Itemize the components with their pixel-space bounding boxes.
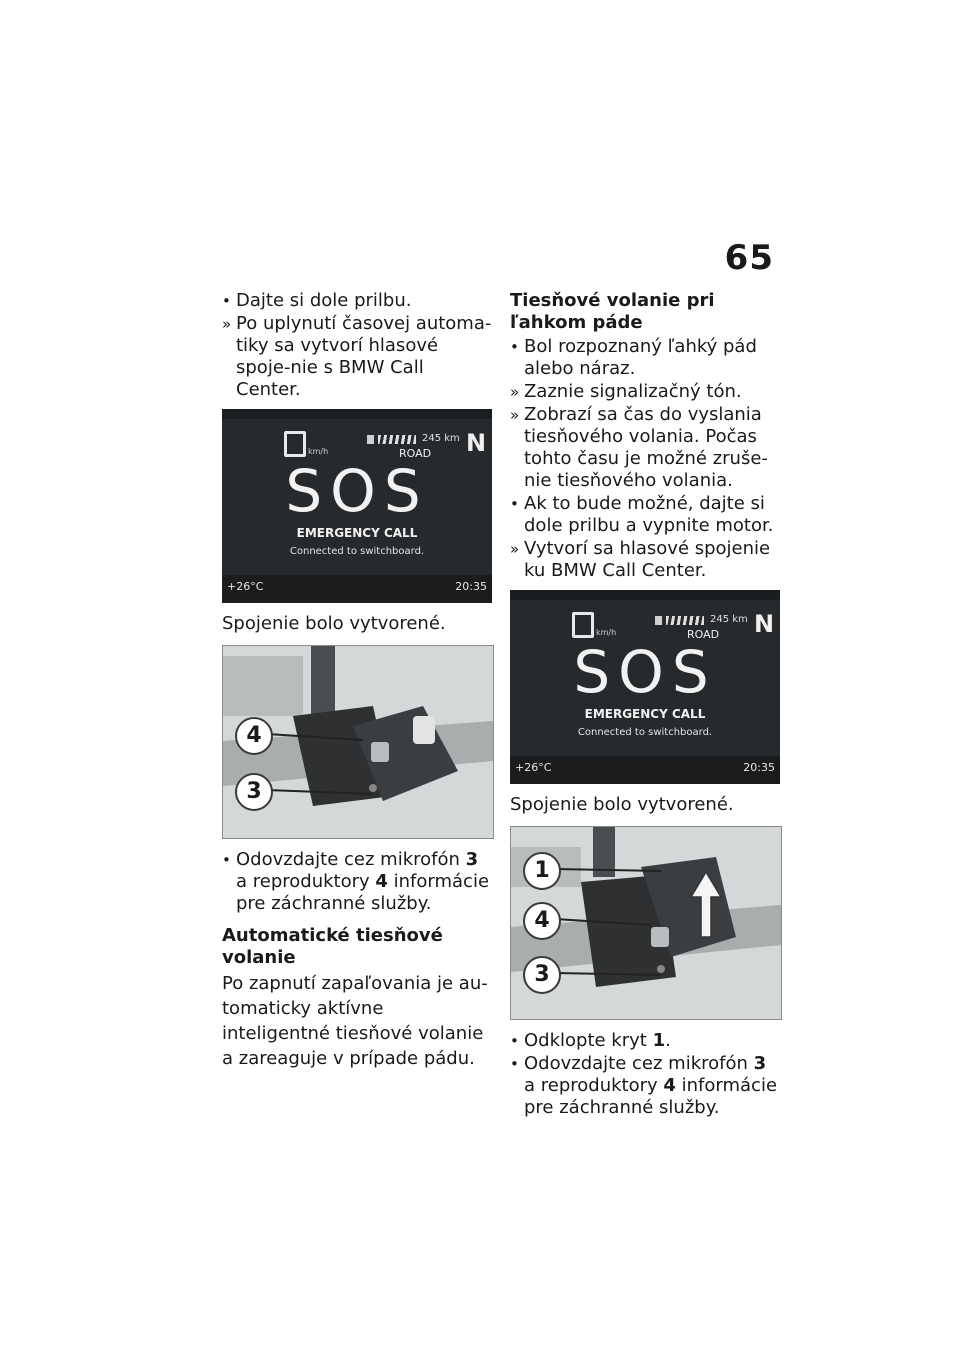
result-marker: » <box>510 540 520 558</box>
bullet-marker: • <box>510 495 519 513</box>
list-item <box>510 538 782 582</box>
sos-display-figure <box>510 590 780 784</box>
speed-unit: km/h <box>308 447 329 456</box>
text-segment: a reproduktory <box>236 871 376 892</box>
display-top-band <box>510 590 780 600</box>
sos-title: SOS <box>573 638 717 706</box>
ref-number: 3 <box>465 849 479 870</box>
handlebar-switch-photo <box>222 645 494 839</box>
callout-3: 3 <box>235 773 273 811</box>
bullet-marker: • <box>510 338 519 356</box>
riding-mode: ROAD <box>687 628 720 641</box>
page-number: 65 <box>724 238 774 278</box>
display-top-band <box>222 409 492 419</box>
connection-status: Connected to switchboard. <box>577 727 713 738</box>
bullet-marker: • <box>510 1032 519 1050</box>
step-text: Vytvorí sa hlasové spojenie ku BMW Call Center. <box>524 538 771 581</box>
bullet-marker: • <box>222 292 231 310</box>
callout-4: 4 <box>523 902 561 940</box>
sos-title: SOS <box>285 457 429 525</box>
clock-readout: 20:35 <box>455 580 487 593</box>
ref-number: 4 <box>375 871 388 892</box>
bullet-marker: • <box>510 1055 519 1073</box>
list-item <box>510 404 782 492</box>
figure-caption: Spojenie bolo vytvorené. <box>222 613 446 634</box>
temperature-readout: +26°C <box>227 580 264 593</box>
ref-number: 3 <box>753 1053 767 1074</box>
left-column <box>222 290 494 1071</box>
emergency-call-label: EMERGENCY CALL <box>296 526 418 540</box>
callout-1: 1 <box>523 852 561 890</box>
speed-digit <box>572 612 594 638</box>
fuel-icon <box>367 435 374 444</box>
list-item <box>510 493 782 537</box>
list-item <box>510 1030 782 1052</box>
result-marker: » <box>222 315 232 333</box>
step-text: Bol rozpoznaný ľahký pád alebo náraz. <box>524 336 757 379</box>
section-heading: Automatické tiesňové volanie <box>222 925 443 968</box>
callout-4: 4 <box>235 717 273 755</box>
speed-unit: km/h <box>596 628 617 637</box>
step-text <box>524 1030 782 1052</box>
ref-number: 4 <box>663 1075 676 1096</box>
fuel-icon <box>655 616 662 625</box>
list-item <box>222 849 494 915</box>
gear-indicator: N <box>466 429 487 457</box>
step-text: Ak to bude možné, dajte si dole prilbu a vypnite motor. <box>524 493 774 536</box>
emergency-call-label: EMERGENCY CALL <box>584 707 706 721</box>
handlebar-cover-photo <box>510 826 782 1020</box>
gear-indicator: N <box>754 610 775 638</box>
riding-mode: ROAD <box>399 447 432 460</box>
list-item <box>510 381 782 403</box>
connection-status: Connected to switchboard. <box>289 546 425 557</box>
range-readout: 245 km <box>422 433 460 444</box>
text-segment: . <box>665 1030 671 1051</box>
callout-3: 3 <box>523 956 561 994</box>
sos-display-figure <box>222 409 492 603</box>
step-text: Dajte si dole prilbu. <box>236 290 412 311</box>
fuel-gauge <box>666 616 704 625</box>
text-segment: Odovzdajte cez mikrofón <box>524 1053 754 1074</box>
step-text <box>524 1053 782 1119</box>
list-item <box>510 1053 782 1119</box>
speed-digit <box>284 431 306 457</box>
text-segment: a reproduktory <box>524 1075 664 1096</box>
text-segment: Odklopte kryt <box>524 1030 653 1051</box>
temperature-readout: +26°C <box>515 761 552 774</box>
result-marker: » <box>510 406 520 424</box>
text-segment: informácie pre záchranné služby. <box>236 871 490 914</box>
text-segment: Odovzdajte cez mikrofón <box>236 849 466 870</box>
range-readout: 245 km <box>710 614 748 625</box>
text-segment: informácie pre záchranné služby. <box>524 1075 778 1118</box>
step-text: Zobrazí sa čas do vyslania tiesňového volania. Počas tohto času je možné zruše-nie tiesňového volania. <box>524 404 768 491</box>
figure-caption: Spojenie bolo vytvorené. <box>510 794 734 815</box>
list-item <box>222 313 494 401</box>
ref-number: 1 <box>652 1030 666 1051</box>
result-marker: » <box>510 383 520 401</box>
step-text <box>236 849 494 915</box>
section-heading: Tiesňové volanie pri ľahkom páde <box>510 290 715 333</box>
bullet-marker: • <box>222 851 231 869</box>
step-text: Zaznie signalizačný tón. <box>524 381 742 402</box>
fuel-gauge <box>378 435 416 444</box>
right-column <box>510 290 782 1120</box>
body-paragraph: Po zapnutí zapaľovania je au-tomaticky aktívne inteligentné tiesňové volanie a zareaguje v prípade pádu. <box>222 973 488 1069</box>
list-item <box>510 336 782 380</box>
step-text: Po uplynutí časovej automa-tiky sa vytvorí hlasové spoje-nie s BMW Call Center. <box>236 313 492 400</box>
clock-readout: 20:35 <box>743 761 775 774</box>
list-item <box>222 290 494 312</box>
